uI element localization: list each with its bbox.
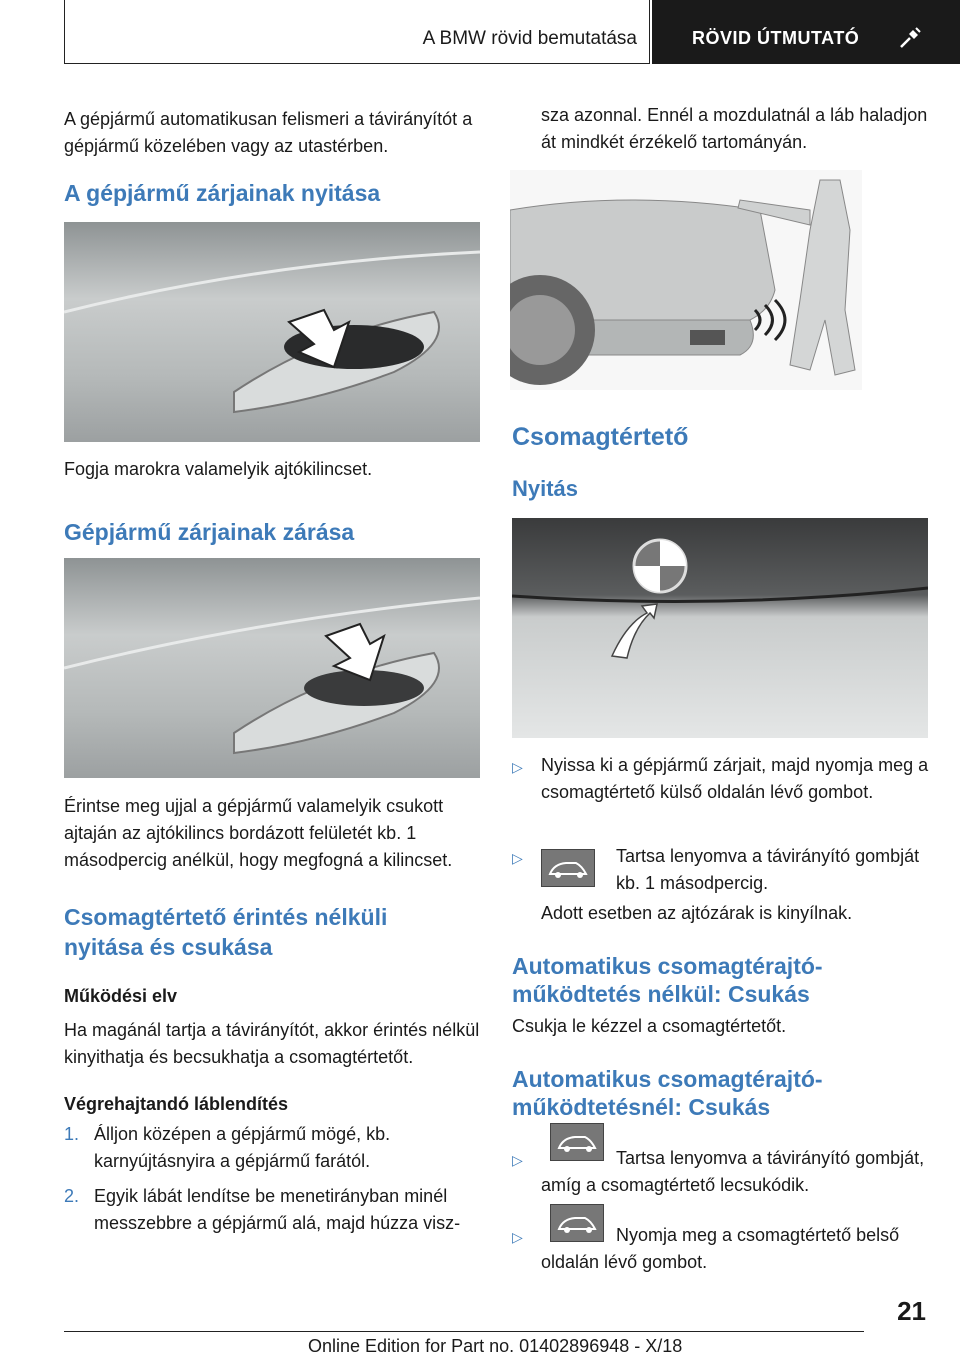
footer-divider: [64, 1331, 864, 1332]
chapter-title: A BMW rövid bemutatása: [422, 28, 637, 49]
list-item: [64, 1121, 482, 1175]
bullet-triangle-icon: ▷: [512, 759, 523, 775]
heading-auto-no-line1: Automatikus csomagtérajtó-: [512, 953, 823, 979]
step-text: Egyik lábát lendítse be menetirányban minél messzebbre a gépjármű alá, majd húzza visz-: [94, 1186, 461, 1233]
heading-auto-no-line2: működtetés nélkül: Csukás: [512, 981, 810, 1007]
bullet-text: Tartsa lenyomva a távirányító gombját kb. 1 másodpercig.: [616, 846, 920, 893]
list-item: [512, 1145, 932, 1199]
bullet-text: Tartsa lenyomva a távirányító gombját, amíg a csomagtértető lecsukódik.: [541, 1148, 925, 1195]
heading-auto-yes-line2: működtetésnél: Csukás: [512, 1094, 771, 1120]
principle-text: Ha magánál tartja a távirányítót, akkor érintés nélkül kinyithatja és becsukhatja a csomagtértetőt.: [64, 1020, 480, 1067]
header-chapter-box: [64, 0, 650, 64]
heading-open-locks: A gépjármű zárjainak nyitása: [64, 180, 381, 206]
heading-opening: Nyitás: [512, 476, 579, 501]
car-trunk-key-icon: [550, 1204, 604, 1242]
car-trunk-key-icon: [541, 849, 595, 887]
bullet-text: Nyissa ki a gépjármű zárjait, majd nyomja meg a csomagtértető külső oldalán lévő gombot.: [541, 755, 929, 802]
section-title: RÖVID ÚTMUTATÓ: [692, 28, 860, 48]
bullet-triangle-icon: ▷: [512, 1229, 523, 1245]
door-handle-close-image: [64, 558, 480, 778]
car-trunk-key-icon: [550, 1123, 604, 1161]
header-section-box: [652, 0, 960, 64]
step-number: 2.: [64, 1186, 80, 1206]
heading-trunk: Csomagtértető: [512, 423, 689, 451]
continuation-text: sza azonnal. Ennél a mozdulatnál a láb haladjon át mindkét érzékelő tartományán.: [541, 105, 928, 152]
step-number: 1.: [64, 1124, 80, 1144]
kick-sensor-image: [510, 170, 862, 390]
door-handle-open-image: [64, 222, 480, 442]
heading-principle: Működési elv: [64, 986, 178, 1006]
step-text: Álljon középen a gépjármű mögé, kb. karnyújtásnyira a gépjármű farától.: [94, 1124, 391, 1171]
intro-text: A gépjármű automatikusan felismeri a távirányítót a gépjármű közelében vagy az utastérben.: [64, 109, 473, 156]
list-item: [512, 752, 932, 806]
list-item: [64, 1183, 482, 1237]
heading-trunk-contactless-line1: Csomagtértető érintés nélküli: [64, 904, 388, 930]
auto-no-text: Csukja le kézzel a csomagtértetőt.: [512, 1016, 787, 1036]
trunk-button-image: [512, 518, 928, 738]
heading-close-locks: Gépjármű zárjainak zárása: [64, 519, 355, 545]
spanner-icon: [898, 26, 922, 50]
heading-trunk-contactless-line2: nyitása és csukása: [64, 934, 273, 960]
caption-close: Érintse meg ujjal a gépjármű valamelyik csukott ajtaján az ajtókilincs bordázott felületét kb. 1 másodpercig anélkül, hogy megfogná a kilincset.: [64, 796, 453, 870]
note-open: Adott esetben az ajtózárak is kinyílnak.: [541, 903, 853, 923]
list-item: [512, 843, 932, 897]
footer-edition: Online Edition for Part no. 01402896948 - X/18: [308, 1336, 683, 1356]
bullet-triangle-icon: ▷: [512, 1152, 523, 1168]
heading-auto-yes-line1: Automatikus csomagtérajtó-: [512, 1066, 823, 1092]
list-item: [512, 1222, 932, 1276]
caption-open: Fogja marokra valamelyik ajtókilincset.: [64, 459, 373, 479]
bullet-triangle-icon: ▷: [512, 850, 523, 866]
page-number: 21: [897, 1296, 926, 1326]
bullet-text: Nyomja meg a csomagtértető belső oldalán lévő gombot.: [541, 1225, 900, 1272]
heading-foot-movement: Végrehajtandó láblendítés: [64, 1094, 289, 1114]
